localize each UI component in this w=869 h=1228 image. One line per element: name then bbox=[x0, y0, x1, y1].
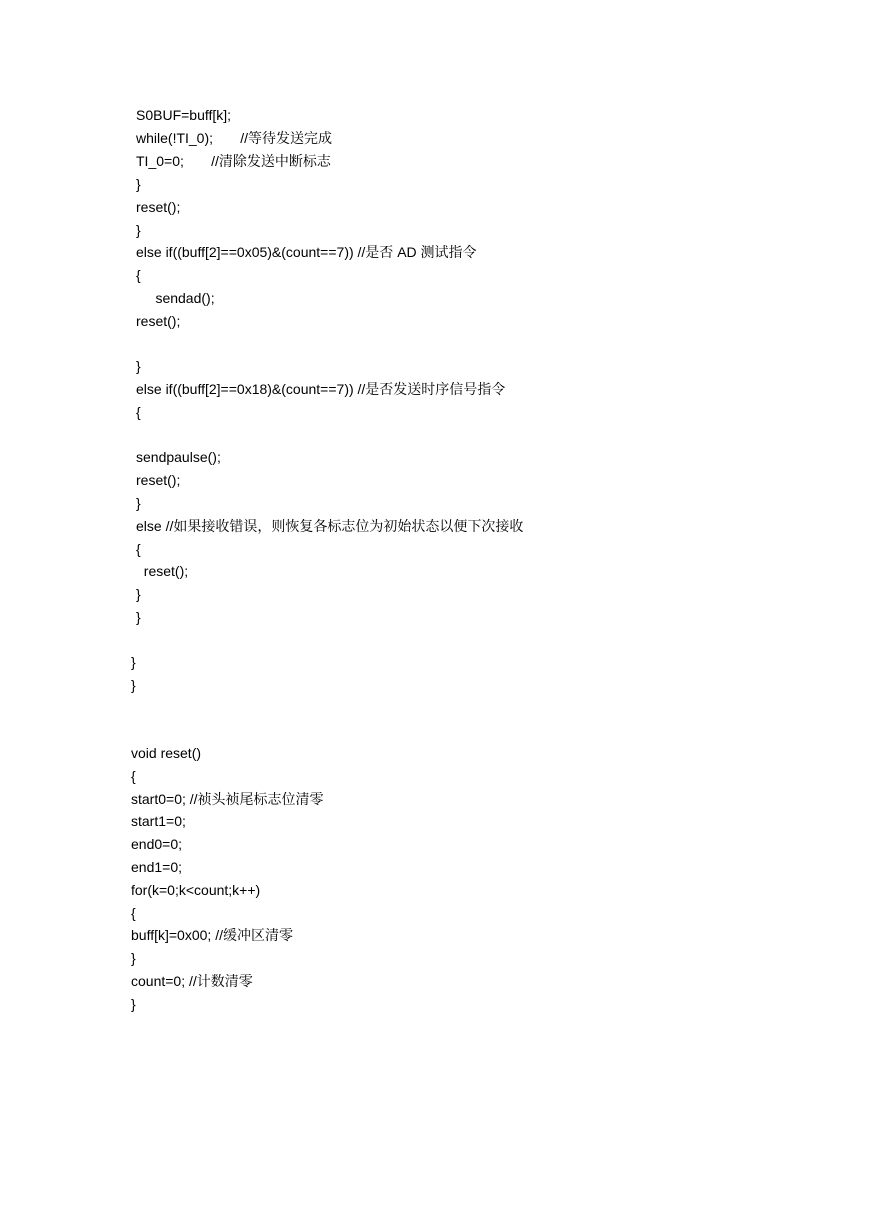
code-line: reset(); bbox=[136, 199, 181, 215]
code-line: sendad(); bbox=[136, 290, 215, 306]
code-line: else if((buff[2]==0x18)&(count==7)) //是否发送时序信号指令 bbox=[136, 381, 506, 397]
code-line: else //如果接收错误，则恢复各标志位为初始状态以便下次接收 bbox=[136, 518, 524, 534]
code-line: } bbox=[131, 677, 136, 693]
code-line: while(!TI_0); //等待发送完成 bbox=[136, 130, 333, 146]
code-line: { bbox=[131, 768, 136, 784]
code-line: } bbox=[136, 586, 141, 602]
code-line: else if((buff[2]==0x05)&(count==7)) //是否 AD 测试指令 bbox=[136, 244, 477, 260]
code-line: } bbox=[131, 996, 136, 1012]
code-line: { bbox=[131, 905, 136, 921]
code-line: TI_0=0; //清除发送中断标志 bbox=[136, 153, 331, 169]
code-line: } bbox=[136, 222, 141, 238]
code-line: } bbox=[131, 950, 136, 966]
code-line: } bbox=[136, 609, 141, 625]
code-line: { bbox=[136, 541, 141, 557]
code-line: reset(); bbox=[136, 472, 181, 488]
code-line: reset(); bbox=[136, 313, 181, 329]
code-line: start0=0; //祯头祯尾标志位清零 bbox=[131, 791, 324, 807]
code-line: } bbox=[131, 654, 136, 670]
code-line: } bbox=[136, 176, 141, 192]
code-line: reset(); bbox=[136, 563, 189, 579]
code-line: end1=0; bbox=[131, 859, 182, 875]
code-line: sendpaulse(); bbox=[136, 449, 221, 465]
code-line: { bbox=[136, 267, 141, 283]
code-line: } bbox=[136, 358, 141, 374]
code-line: } bbox=[136, 495, 141, 511]
code-line: void reset() bbox=[131, 745, 202, 761]
code-line: { bbox=[136, 404, 141, 420]
code-line: end0=0; bbox=[131, 836, 182, 852]
code-line: buff[k]=0x00; //缓冲区清零 bbox=[131, 927, 293, 943]
code-line: S0BUF=buff[k]; bbox=[136, 107, 232, 123]
code-line: start1=0; bbox=[131, 813, 186, 829]
code-line: count=0; //计数清零 bbox=[131, 973, 253, 989]
code-line: for(k=0;k<count;k++) bbox=[131, 882, 261, 898]
